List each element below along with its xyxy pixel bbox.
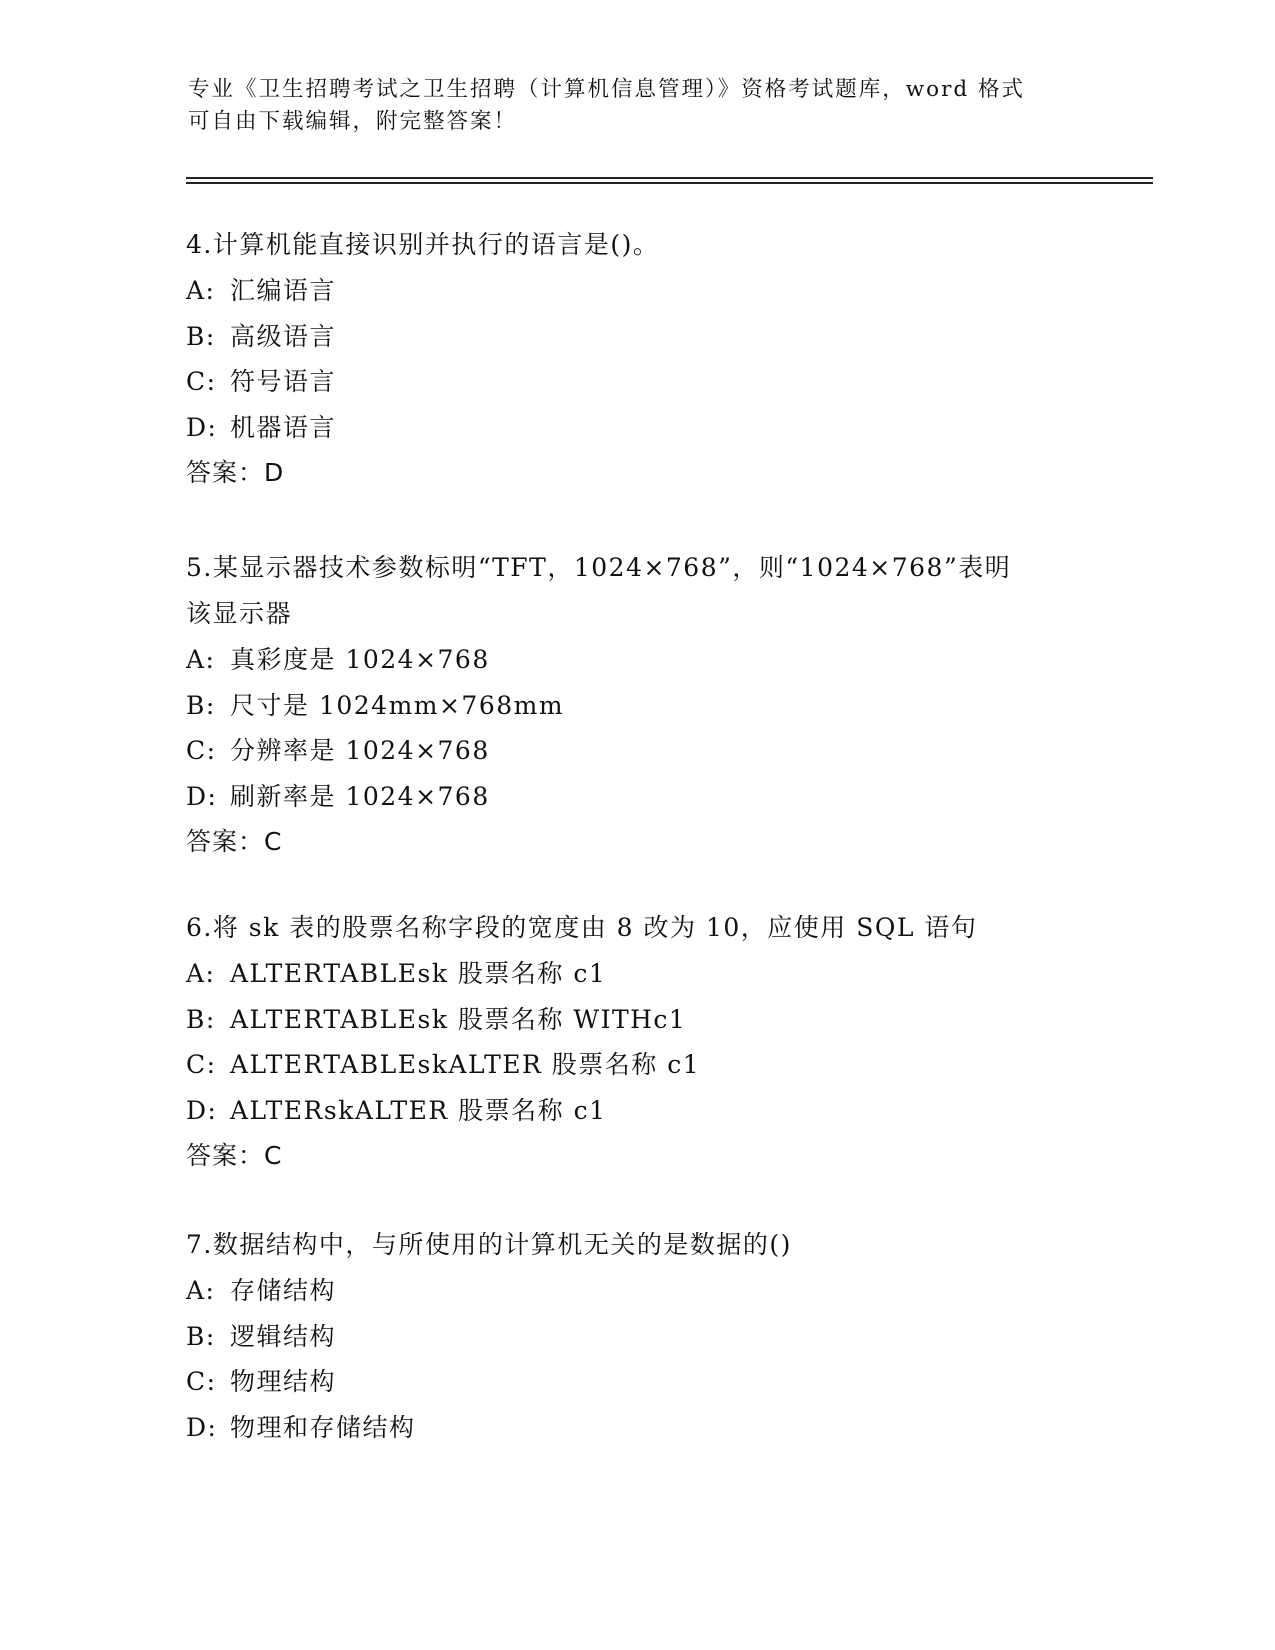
header-divider-bottom bbox=[186, 182, 1153, 184]
option-letter: A: bbox=[186, 1276, 216, 1305]
option-letter: B: bbox=[186, 1004, 216, 1034]
option-d bbox=[186, 405, 1086, 451]
question-stem-line: 7.数据结构中，与所使用的计算机无关的是数据的() bbox=[186, 1230, 792, 1259]
option-letter: C: bbox=[186, 367, 217, 396]
option-text: 分辨率是 1024×768 bbox=[230, 736, 490, 765]
question-stem-line: 6.将 sk 表的股票名称字段的宽度由 8 改为 10，应使用 SQL 语句 bbox=[186, 913, 978, 942]
option-letter: B: bbox=[186, 1321, 216, 1351]
question-stem bbox=[186, 545, 1086, 637]
option-letter: D: bbox=[186, 781, 218, 811]
option-text: ALTERTABLEsk 股票名称 c1 bbox=[230, 959, 607, 988]
header-line-2: 可自由下载编辑，附完整答案！ bbox=[188, 109, 518, 134]
option-text: 高级语言 bbox=[230, 321, 337, 351]
option-letter: D: bbox=[186, 1412, 218, 1442]
option-text: 逻辑结构 bbox=[230, 1321, 337, 1351]
option-letter: A: bbox=[186, 959, 216, 988]
option-a bbox=[186, 637, 1086, 683]
option-a bbox=[186, 268, 1086, 314]
option-b bbox=[186, 314, 1086, 360]
option-text: ALTERTABLEskALTER 股票名称 c1 bbox=[230, 1050, 701, 1079]
answer-label: 答案：D bbox=[186, 458, 285, 487]
option-text: 刷新率是 1024×768 bbox=[230, 781, 490, 811]
option-letter: B: bbox=[186, 321, 216, 351]
option-d bbox=[186, 774, 1086, 820]
question-5 bbox=[186, 545, 1086, 865]
option-c bbox=[186, 728, 1086, 774]
option-b bbox=[186, 997, 1086, 1043]
option-c bbox=[186, 1359, 1086, 1405]
question-stem bbox=[186, 1222, 1086, 1268]
question-stem-line: 4.计算机能直接识别并执行的语言是()。 bbox=[186, 230, 660, 259]
option-text: 尺寸是 1024mm×768mm bbox=[230, 690, 565, 720]
option-text: 真彩度是 1024×768 bbox=[230, 645, 490, 674]
option-letter: A: bbox=[186, 645, 216, 674]
option-d bbox=[186, 1088, 1086, 1134]
option-letter: D: bbox=[186, 412, 218, 442]
option-text: 汇编语言 bbox=[230, 276, 337, 305]
option-letter: A: bbox=[186, 276, 216, 305]
option-c bbox=[186, 1042, 1086, 1088]
option-text: ALTERskALTER 股票名称 c1 bbox=[230, 1095, 607, 1125]
option-letter: D: bbox=[186, 1095, 218, 1125]
answer-label: 答案：C bbox=[186, 1141, 283, 1170]
option-text: 机器语言 bbox=[230, 412, 337, 442]
header-divider-top bbox=[186, 177, 1153, 179]
option-letter: C: bbox=[186, 736, 217, 765]
answer-label: 答案：C bbox=[186, 827, 283, 856]
option-c bbox=[186, 359, 1086, 405]
option-text: 物理结构 bbox=[230, 1367, 337, 1396]
option-a bbox=[186, 1268, 1086, 1314]
option-d bbox=[186, 1405, 1086, 1451]
option-text: 存储结构 bbox=[230, 1276, 337, 1305]
question-4 bbox=[186, 222, 1086, 496]
document-header bbox=[188, 74, 1088, 138]
option-a bbox=[186, 951, 1086, 997]
question-stem-line: 该显示器 bbox=[186, 599, 293, 628]
question-stem bbox=[186, 905, 1086, 951]
header-line-1: 专业《卫生招聘考试之卫生招聘（计算机信息管理）》资格考试题库，word 格式 bbox=[188, 77, 1025, 102]
option-letter: C: bbox=[186, 1050, 217, 1079]
option-text: 符号语言 bbox=[230, 367, 337, 396]
question-7 bbox=[186, 1222, 1086, 1450]
option-text: ALTERTABLEsk 股票名称 WITHc1 bbox=[230, 1004, 687, 1034]
question-stem bbox=[186, 222, 1086, 268]
question-stem-line: 5.某显示器技术参数标明“TFT，1024×768”，则“1024×768”表明 bbox=[186, 553, 1012, 582]
option-letter: C: bbox=[186, 1367, 217, 1396]
option-b bbox=[186, 1314, 1086, 1360]
option-letter: B: bbox=[186, 690, 216, 720]
question-6 bbox=[186, 905, 1086, 1179]
option-text: 物理和存储结构 bbox=[230, 1412, 416, 1442]
option-b bbox=[186, 683, 1086, 729]
